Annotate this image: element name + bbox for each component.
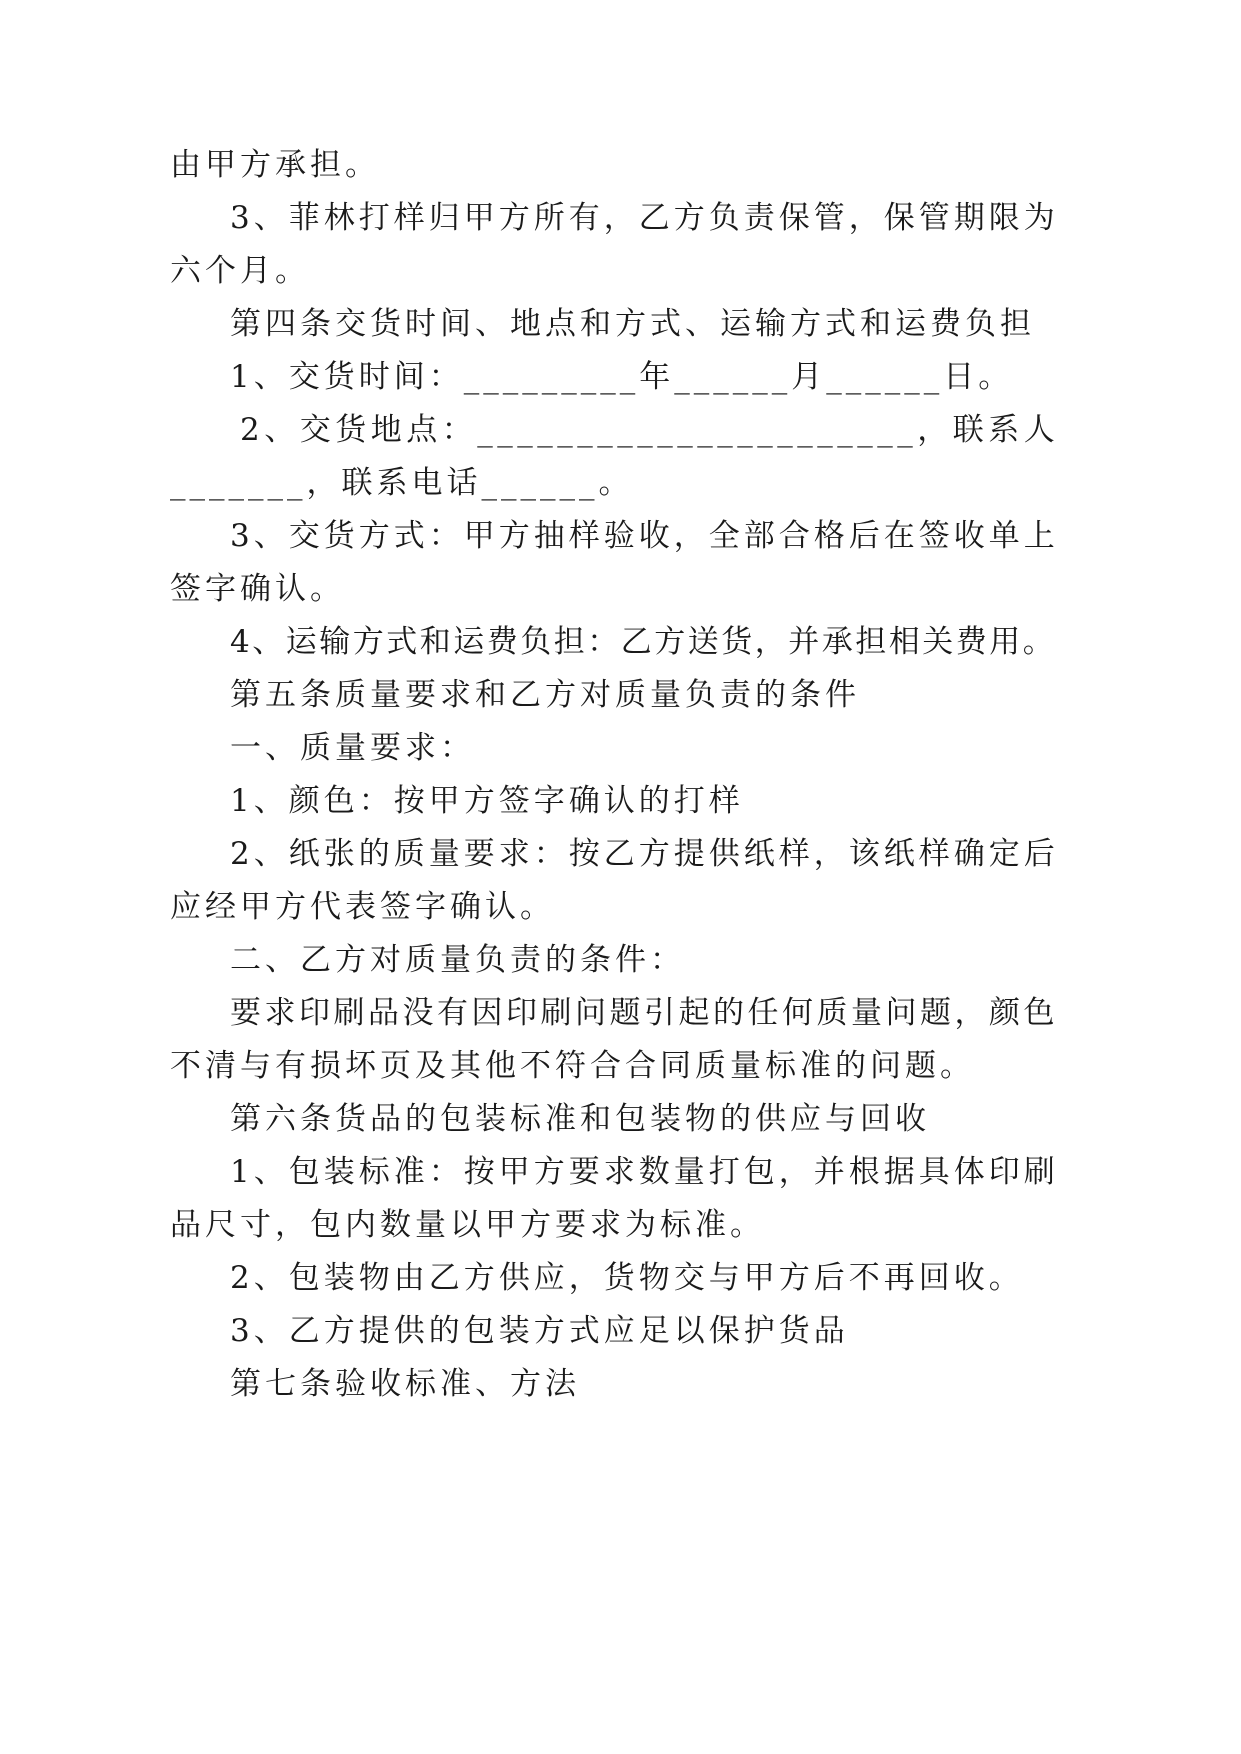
text-line: 4、运输方式和运费负担：乙方送货，并承担相关费用。: [230, 624, 1057, 660]
text-line: 六个月。: [170, 253, 310, 289]
text-line: 1、包装标准：按甲方要求数量打包，并根据具体印刷: [230, 1154, 1059, 1190]
subsection-heading: 一、质量要求：: [230, 730, 475, 766]
text-line: 不清与有损坏页及其他不符合合同质量标准的问题。: [170, 1048, 975, 1084]
text-line: 由甲方承担。: [170, 147, 380, 183]
section-heading: 第六条货品的包装标准和包装物的供应与回收: [230, 1101, 930, 1137]
text-line: 1、颜色：按甲方签字确认的打样: [230, 783, 744, 819]
subsection-heading: 二、乙方对质量负责的条件：: [230, 942, 685, 978]
text-line: 3、乙方提供的包装方式应足以保护货品: [230, 1313, 849, 1349]
text-line: 应经甲方代表签字确认。: [170, 889, 555, 925]
section-heading: 第五条质量要求和乙方对质量负责的条件: [230, 677, 860, 713]
text-line: 品尺寸，包内数量以甲方要求为标准。: [170, 1207, 765, 1243]
text-line: _______，联系电话______。: [170, 465, 634, 501]
text-line: 3、菲林打样归甲方所有，乙方负责保管，保管期限为: [230, 200, 1059, 236]
text-line: 2、纸张的质量要求：按乙方提供纸样，该纸样确定后: [230, 836, 1059, 872]
text-line: 签字确认。: [170, 571, 345, 607]
text-line: 3、交货方式：甲方抽样验收，全部合格后在签收单上: [230, 518, 1059, 554]
text-line: 2、交货地点：______________________，联系人: [240, 412, 1060, 448]
section-heading: 第四条交货时间、地点和方式、运输方式和运费负担: [230, 306, 1035, 342]
text-line: 2、包装物由乙方供应，货物交与甲方后不再回收。: [230, 1260, 1024, 1296]
text-line: 1、交货时间：_________年______月______日。: [230, 359, 1014, 395]
text-line: 要求印刷品没有因印刷问题引起的任何质量问题，颜色: [230, 995, 1058, 1031]
section-heading: 第七条验收标准、方法: [230, 1366, 580, 1402]
